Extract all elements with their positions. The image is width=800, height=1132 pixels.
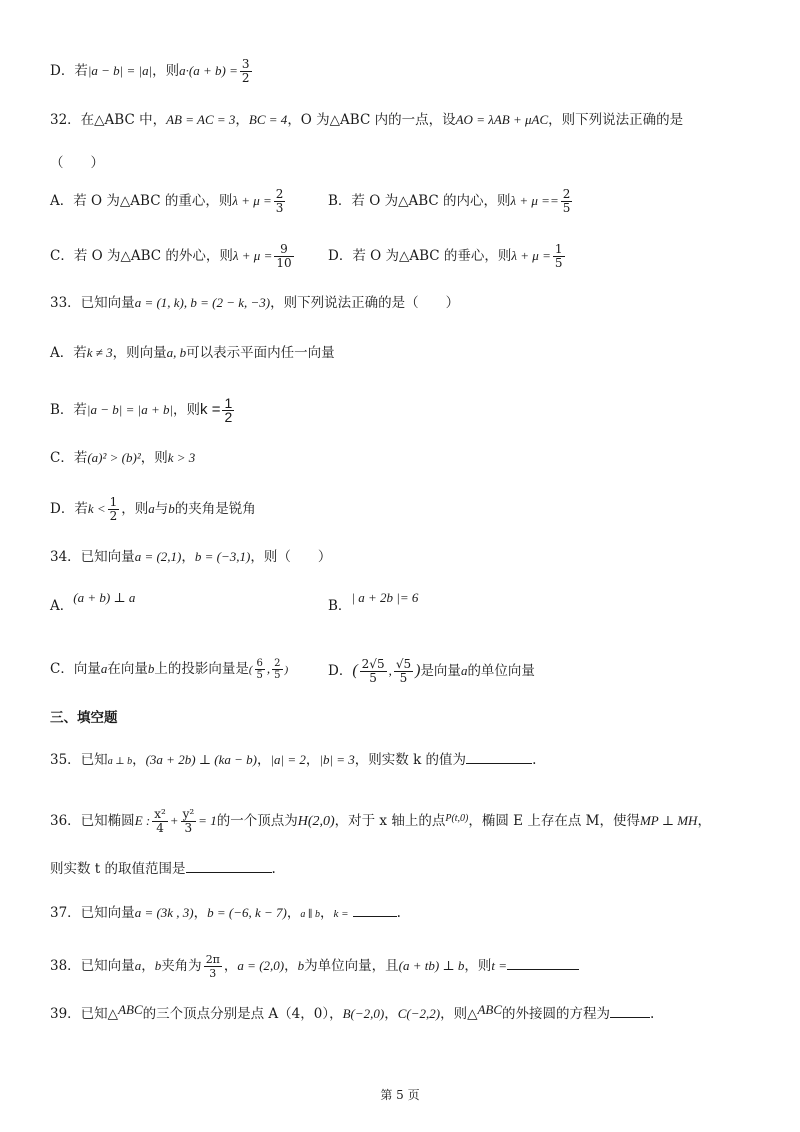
q35 — [50, 749, 536, 772]
math-expr: a·(a + b) = — [179, 63, 238, 78]
denominator: 5 — [274, 670, 281, 681]
math-expr: ( — [352, 662, 358, 679]
text: ，对于 x 轴上的点 — [334, 813, 446, 829]
text: D．若 — [50, 63, 88, 79]
q31-option-d — [50, 58, 254, 85]
text: （ ） — [50, 155, 104, 171]
math-expr: = 1 — [198, 813, 217, 828]
numerator: 2π — [205, 953, 220, 966]
text: ， — [284, 958, 298, 974]
math-expr: P(t,0) — [445, 813, 469, 824]
text: ， — [193, 905, 208, 921]
text: 的外接圆的方程为 — [502, 1006, 611, 1022]
text: . — [271, 861, 276, 877]
text: A．若 O 为△ABC 的重心，则 — [50, 193, 233, 209]
math-expr: b — [297, 958, 305, 973]
q34-stem — [50, 547, 331, 567]
math-expr: b — [154, 958, 162, 973]
math-expr: (a + tb) ⊥ b — [398, 958, 465, 973]
text: 的夹角是锐角 — [174, 501, 256, 517]
math-expr: k = — [200, 401, 221, 418]
text: ，则下列说法正确的是（ ） — [270, 295, 460, 311]
text: D． — [328, 663, 353, 679]
section-heading — [50, 708, 118, 728]
q34-option-a — [50, 590, 136, 616]
text: ， — [305, 752, 320, 768]
denominator: 2 — [109, 509, 118, 523]
text: . — [650, 1006, 655, 1022]
text: A．若 — [50, 345, 87, 361]
answer-blank[interactable] — [610, 1003, 650, 1018]
text: C．若 O 为△ABC 的外心，则 — [50, 248, 233, 264]
q33-stem — [50, 293, 459, 313]
math-expr: ABC — [477, 1002, 503, 1017]
numerator: x² — [154, 807, 166, 821]
fraction — [553, 243, 565, 270]
q37 — [50, 902, 401, 925]
text: ，则△ — [440, 1006, 478, 1022]
math-expr: ABC — [118, 1002, 143, 1017]
text: ，椭圆 E 上存在点 M，使得 — [468, 813, 640, 829]
fraction — [222, 397, 234, 424]
text: ，则 — [152, 63, 180, 79]
math-expr: a = (2,0) — [237, 958, 285, 973]
text: 与 — [154, 501, 169, 517]
numerator: 6 — [256, 658, 263, 669]
q32-option-a — [50, 188, 287, 215]
math-expr: k > 3 — [167, 450, 196, 465]
text: 夹角为 — [161, 958, 202, 974]
fraction — [240, 58, 252, 85]
text: 上的投影向量是 — [154, 661, 249, 677]
denominator: 3 — [275, 201, 284, 215]
q38 — [50, 953, 579, 980]
text: 是向量 — [420, 663, 461, 679]
math-expr: (a)² > (b)² — [87, 450, 141, 465]
fraction — [255, 658, 265, 681]
text: ，则（ ） — [250, 549, 332, 565]
text: ，O 为△ABC 内的一点，设 — [287, 112, 456, 128]
text: C．若 — [50, 450, 88, 466]
denominator: 2 — [224, 409, 233, 425]
q32-option-c — [50, 243, 296, 270]
text: ，则下列说法正确的是 — [548, 112, 684, 128]
denominator: 4 — [156, 821, 164, 835]
math-expr: λ + μ == — [510, 193, 559, 208]
text: 可以表示平面内任一向量 — [186, 345, 335, 361]
text: ，则 — [464, 958, 492, 974]
math-expr: (a + b) ⊥ a — [73, 590, 136, 605]
text: . — [396, 905, 401, 921]
text: 35．已知 — [50, 752, 108, 768]
math-expr: a, b — [166, 345, 187, 360]
math-expr: a ⊥ b — [107, 756, 133, 767]
numerator: 3 — [241, 57, 250, 71]
text: ，则实数 k 的值为 — [354, 752, 467, 768]
denominator: 5 — [562, 201, 571, 215]
q39 — [50, 1003, 654, 1024]
math-expr: λ + μ = — [511, 248, 551, 263]
text: B．若 — [50, 402, 87, 418]
math-expr: a — [134, 958, 142, 973]
fraction — [274, 243, 293, 270]
fraction — [108, 496, 120, 523]
math-expr: a = (2,1) — [134, 549, 182, 564]
q34-option-b — [328, 590, 419, 616]
text: 的单位向量 — [467, 663, 535, 679]
math-expr: b = (−3,1) — [194, 549, 251, 564]
math-expr: ) — [415, 662, 421, 679]
numerator: 1 — [554, 242, 563, 256]
numerator: 1 — [224, 395, 233, 411]
answer-blank[interactable] — [353, 902, 397, 917]
text: B． — [328, 598, 352, 614]
text: ，则 — [121, 501, 149, 517]
math-expr: B(−2,0) — [342, 1006, 385, 1021]
math-expr: AB = AC = 3 — [166, 112, 236, 127]
q32-stem — [50, 110, 683, 130]
math-expr: ) — [284, 664, 289, 676]
math-expr: λ + μ = — [232, 193, 272, 208]
fraction — [204, 953, 222, 980]
text: 37．已知向量 — [50, 905, 135, 921]
text: 在向量 — [107, 661, 148, 677]
math-expr: b — [147, 661, 155, 676]
math-expr: λ + μ = — [232, 248, 273, 263]
denominator: 10 — [276, 256, 292, 270]
section-title: 三、填空题 — [50, 710, 118, 726]
text: 为单位向量，且 — [304, 958, 399, 974]
answer-blank[interactable] — [466, 749, 532, 764]
q36-line1 — [50, 808, 711, 835]
text: . — [532, 752, 537, 768]
numerator: y² — [182, 807, 195, 821]
text: ， — [223, 958, 238, 974]
fraction — [561, 188, 573, 215]
numerator: 2 — [274, 658, 281, 669]
math-expr: a — [460, 663, 468, 678]
text: D．若 — [50, 501, 88, 517]
q32-option-d — [328, 243, 567, 270]
math-expr: k ≠ 3 — [86, 345, 113, 360]
q33-option-a — [50, 343, 335, 363]
denominator: 2 — [241, 71, 250, 85]
numerator: √5 — [395, 657, 412, 671]
math-expr: C(−2,2) — [397, 1006, 441, 1021]
fraction — [360, 658, 387, 685]
fraction — [272, 658, 282, 681]
math-expr: , — [388, 663, 392, 678]
math-expr: + — [169, 813, 179, 828]
math-expr: t = — [491, 958, 508, 973]
text: B．若 O 为△ABC 的内心，则 — [328, 193, 511, 209]
text: 36．已知椭圆 — [50, 813, 135, 829]
math-expr: , — [266, 661, 271, 676]
text: 的一个顶点为 — [216, 813, 298, 829]
page-number: 第 5 页 — [380, 1088, 420, 1102]
math-expr: |a − b| = |a + b| — [86, 402, 174, 417]
answer-blank[interactable] — [507, 955, 579, 970]
fraction — [274, 188, 286, 215]
math-expr: a ∥ b — [300, 909, 321, 920]
q33-option-d — [50, 496, 256, 523]
denominator: 3 — [184, 821, 193, 835]
text: ， — [181, 549, 195, 565]
denominator: 5 — [369, 671, 377, 685]
text: ， — [235, 112, 249, 128]
q33-option-b — [50, 397, 236, 424]
math-expr: a = (1, k), b = (2 − k, −3) — [134, 295, 271, 310]
text: C．向量 — [50, 661, 101, 677]
math-expr: ( — [248, 664, 253, 676]
text: 则实数 t 的取值范围是 — [50, 861, 186, 877]
denominator: 5 — [256, 670, 263, 681]
math-expr: b — [168, 501, 175, 516]
math-expr: | a + 2b |= 6 — [351, 590, 419, 605]
math-expr: BC = 4 — [248, 112, 288, 127]
math-expr: k < — [87, 501, 106, 516]
denominator: 5 — [399, 671, 408, 685]
text: 38．已知向量 — [50, 958, 135, 974]
text: ，则 — [173, 402, 201, 418]
math-expr: |a − b| = |a| — [87, 63, 153, 78]
text: ，则 — [140, 450, 168, 466]
numerator: 9 — [274, 243, 293, 257]
math-expr: b = (−6, k − 7) — [207, 905, 287, 920]
text: ， — [384, 1006, 398, 1022]
math-expr: a — [100, 661, 108, 676]
fraction — [394, 658, 413, 685]
text: 39．已知△ — [50, 1006, 119, 1022]
text: D．若 O 为△ABC 的垂心，则 — [328, 248, 512, 264]
text: 34．已知向量 — [50, 549, 135, 565]
text: ， — [256, 752, 271, 768]
text: 33．已知向量 — [50, 295, 135, 311]
answer-blank[interactable] — [186, 858, 272, 873]
text: 的三个顶点分别是点 A（4，0）， — [142, 1006, 343, 1022]
text: ， — [697, 813, 711, 829]
denominator: 5 — [554, 256, 563, 270]
q33-option-c — [50, 448, 195, 468]
math-expr: a = (3k , 3) — [134, 905, 194, 920]
q32-paren — [50, 153, 104, 173]
denominator: 3 — [209, 967, 217, 980]
numerator: 1 — [109, 495, 118, 509]
math-expr: |b| = 3 — [319, 752, 355, 767]
math-expr: k = — [333, 908, 349, 920]
q36-line2 — [50, 858, 276, 879]
q32-option-b — [328, 188, 574, 215]
numerator: 2 — [275, 187, 284, 201]
math-expr: |a| = 2 — [270, 752, 306, 767]
fraction — [152, 808, 168, 835]
math-expr: MP ⊥ MH — [639, 813, 698, 828]
fraction — [181, 808, 197, 835]
text: ， — [141, 958, 155, 974]
numerator: 2√5 — [361, 657, 385, 671]
math-expr: AO = λAB + μAC — [455, 112, 549, 127]
q34-option-d — [328, 658, 535, 685]
math-expr: (3a + 2b) ⊥ (ka − b) — [145, 752, 257, 767]
page-footer — [0, 1086, 800, 1103]
math-expr: H(2,0) — [297, 814, 335, 829]
math-expr: E : — [134, 813, 151, 828]
text: ， — [286, 905, 301, 921]
numerator: 2 — [562, 187, 571, 201]
q34-option-c — [50, 658, 288, 681]
text: 32．在△ABC 中， — [50, 112, 167, 128]
text: A． — [50, 598, 74, 614]
text: ， — [320, 905, 334, 921]
text: ，则向量 — [112, 345, 167, 361]
text: ， — [132, 752, 146, 768]
math-expr: a — [148, 501, 155, 516]
